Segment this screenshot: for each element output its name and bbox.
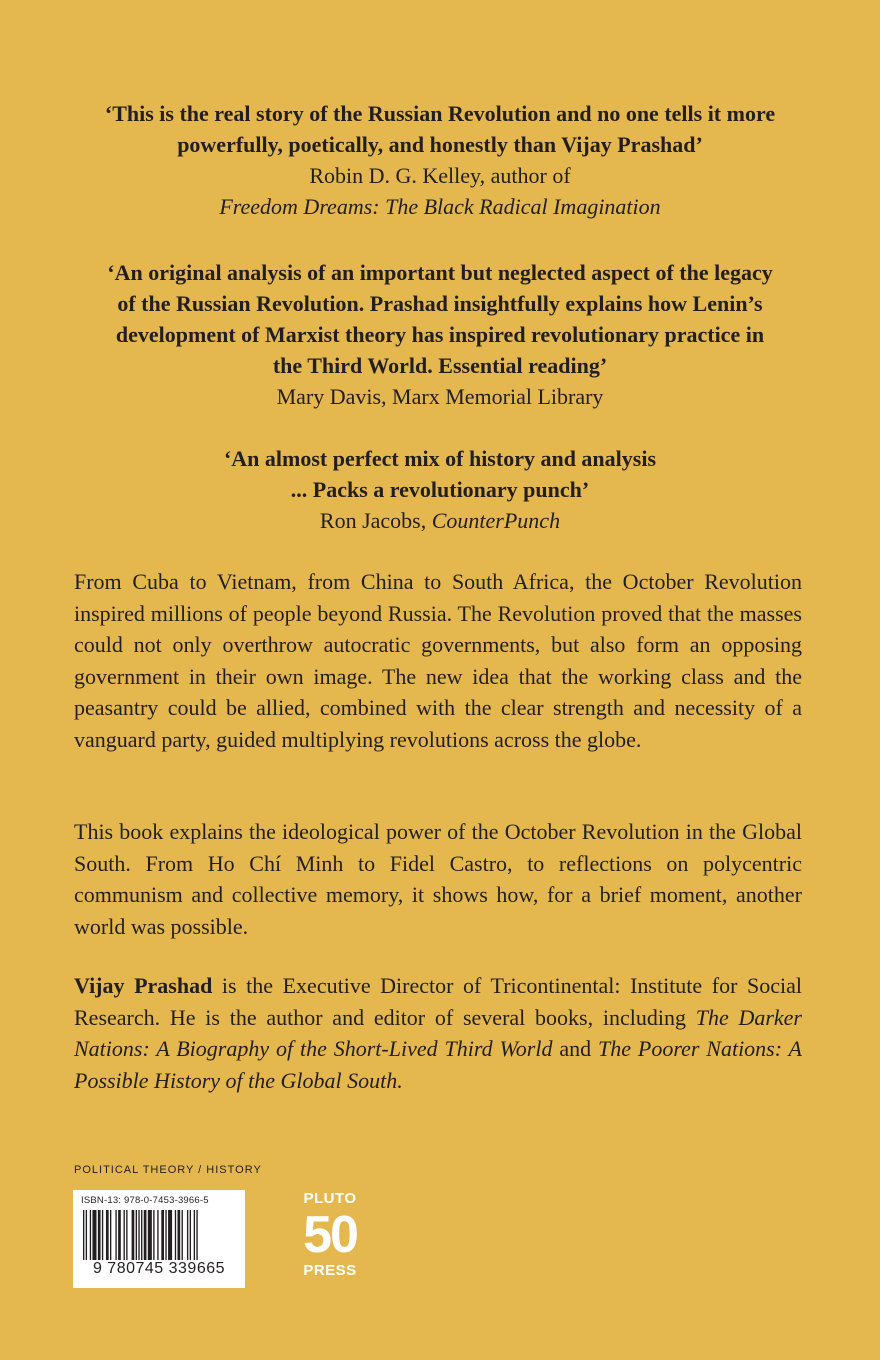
- blurb-quote: development of Marxist theory has inspired revolutionary practice in: [115, 322, 765, 347]
- blurb-jacobs: [60, 443, 820, 536]
- book-title-2: The Poorer Nations: A Possible History of the Global South.: [74, 1036, 802, 1093]
- blurb-davis: [60, 257, 820, 412]
- blurb-quote: ... Packs a revolutionary punch’: [290, 477, 590, 502]
- description-paragraph-2: This book explains the ideological power of the October Revolution in the Global South. From Ho Chí Minh to Fidel Castro, to reflections on polycentric communism and collective memory, it shows how, for a brief moment, another world was possible.: [74, 819, 802, 939]
- author-name: Vijay Prashad: [74, 973, 213, 998]
- blurb-quote: ‘An almost perfect mix of history and analysis: [223, 446, 657, 471]
- subject-category: POLITICAL THEORY / HISTORY: [74, 1164, 262, 1176]
- blurb-quote: of the Russian Revolution. Prashad insightfully explains how Lenin’s: [117, 291, 763, 316]
- isbn-label: ISBN-13: 978-0-7453-3966-5: [81, 1195, 209, 1206]
- blurb-attribution: Ron Jacobs, CounterPunch: [319, 508, 561, 533]
- pluto-press-logo: [280, 1190, 380, 1280]
- book-title-1: The Darker Nations: A Biography of the Short-Lived Third World: [74, 1004, 802, 1061]
- author-bio: Vijay Prashad is the Executive Director of Tricontinental: Institute for Social Research. He is the author and editor of several books, including The Darker Nations: A Biography of the Short-Lived Third World and The Poorer Nations: A Possible History of the Global South.: [74, 973, 802, 1093]
- blurb-quote: the Third World. Essential reading’: [272, 353, 608, 378]
- logo-top-text: PLUTO: [303, 1190, 357, 1207]
- description-paragraph-1: From Cuba to Vietnam, from China to South Africa, the October Revolution inspired millions of people beyond Russia. The Revolution proved that the masses could not only overthrow autocratic governments, but also form an opposing government in their own image. The new idea that the working class and the peasantry could be allied, combined with the clear strength and necessity of a vanguard party, guided multiplying revolutions across the globe.: [74, 569, 802, 752]
- logo-number: 50: [303, 1206, 357, 1264]
- blurb-quote: ‘An original analysis of an important but neglected aspect of the legacy: [107, 260, 773, 285]
- blurb-attribution: Mary Davis, Marx Memorial Library: [276, 384, 604, 409]
- blurb-quote: powerfully, poetically, and honestly than Vijay Prashad’: [177, 132, 703, 157]
- blurb-attribution: Robin D. G. Kelley, author of: [309, 163, 571, 188]
- blurb-attribution-book: Freedom Dreams: The Black Radical Imagination: [219, 194, 661, 219]
- isbn-barcode: [73, 1190, 245, 1288]
- blurb-kelley: [60, 98, 820, 222]
- blurb-quote: ‘This is the real story of the Russian Revolution and no one tells it more: [104, 101, 776, 126]
- logo-bottom-text: PRESS: [303, 1262, 357, 1279]
- barcode-digits: 9 780745 339665: [92, 1260, 226, 1277]
